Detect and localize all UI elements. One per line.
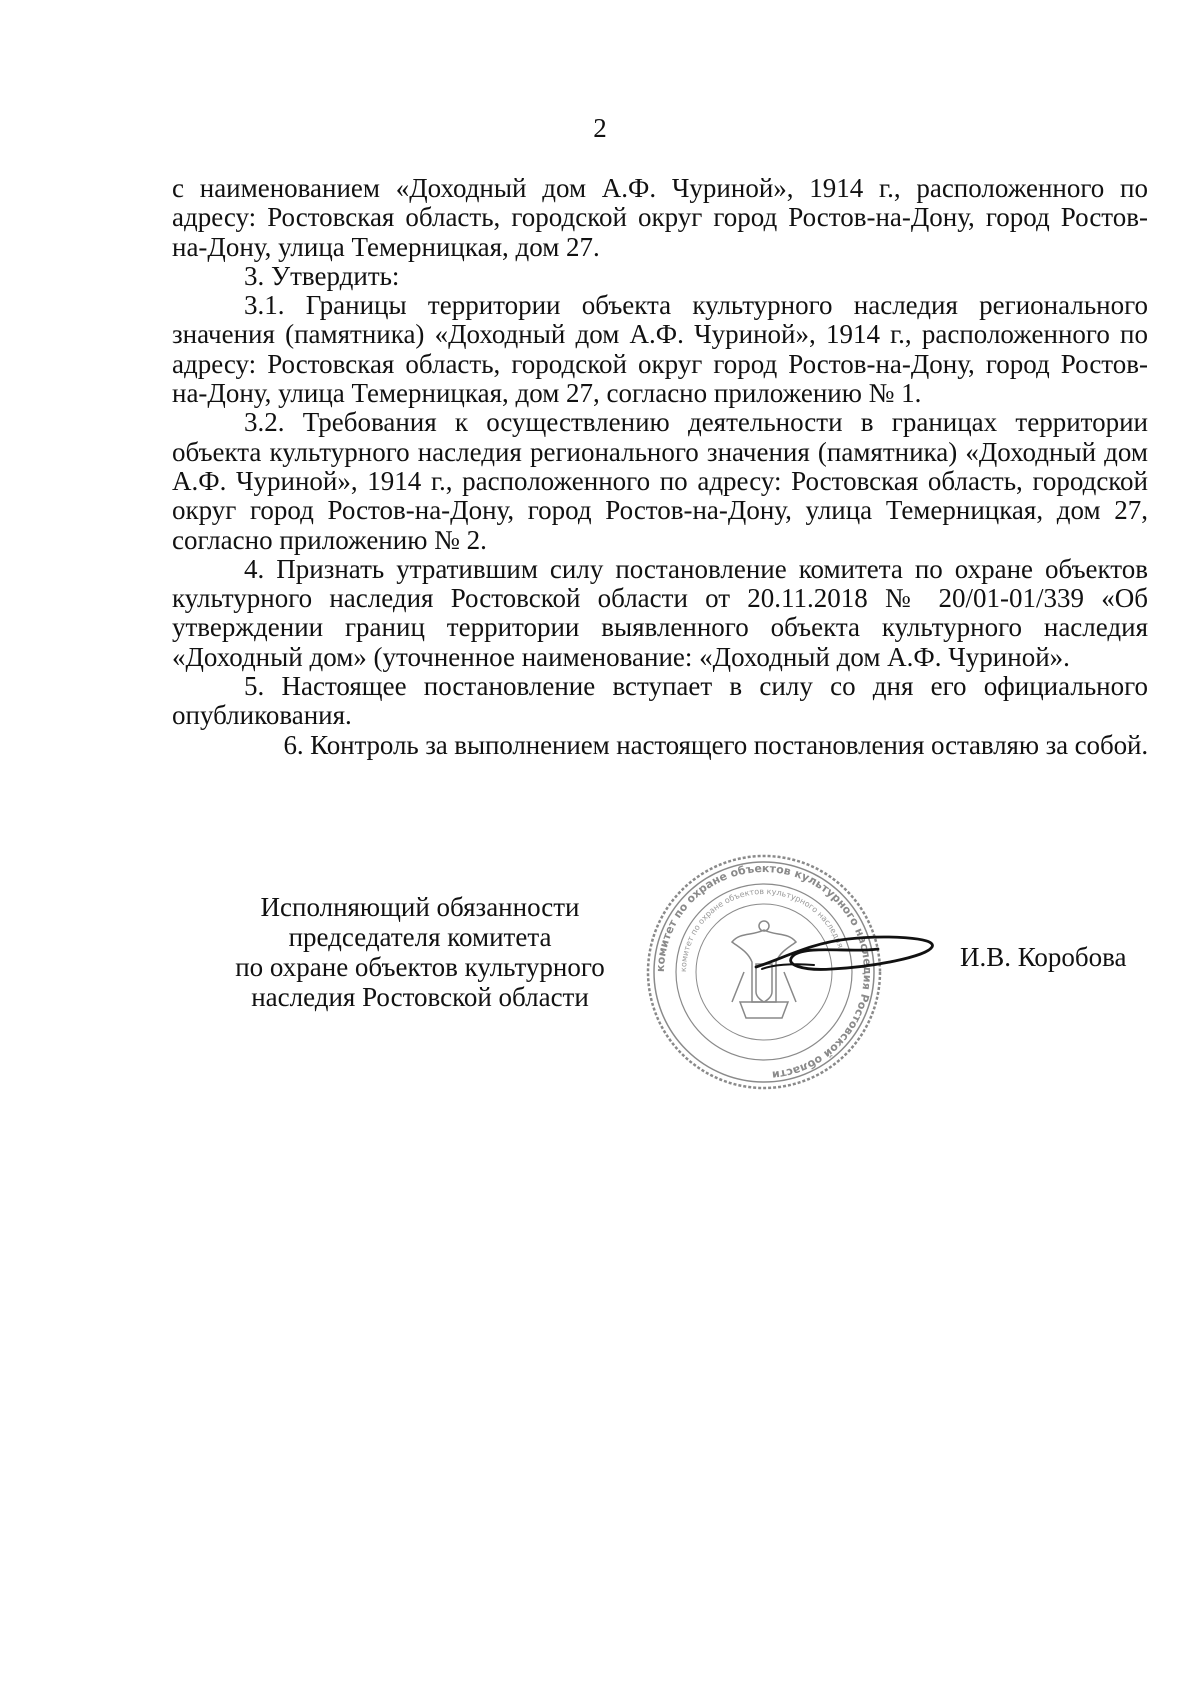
paragraph-item-3-2: 3.2. Требования к осуществлению деятельности в границах территории объекта культурного наследия регионального значения (памятника) «Доходный дом А.Ф. Чуриной», 1914 г., расположенного по адресу: Ростовская область, городской округ город Ростов-на-Дону, город Ростов-на-Дону, улица Темерницкая, дом 27, согласно приложению № 2. [172, 407, 1148, 555]
paragraph-item-6: 6. Контроль за выполнением настоящего постановления оставляю за собой. [283, 729, 1148, 760]
paragraph-item-3-1: 3.1. Границы территории объекта культурного наследия регионального значения (памятника) «Доходный дом А.Ф. Чуриной», 1914 г., расположенного по адресу: Ростовская область, городской округ город Ростов-на-Дону, город Ростов-на-Дону, улица Темерницкая, дом 27, согласно приложению № 1. [172, 290, 1148, 409]
handwritten-signature [752, 925, 942, 985]
signatory-position [200, 892, 640, 1012]
position-line: наследия Ростовской области [251, 982, 589, 1012]
position-line: председателя комитета [288, 922, 552, 952]
signer-name: И.В. Коробова [960, 942, 1127, 972]
seal-inner-text: комитет по охране объектов культурного наследия [678, 886, 846, 973]
paragraph-continuation: с наименованием «Доходный дом А.Ф. Чуриной», 1914 г., расположенного по адресу: Ростовская область, городской округ город Ростов-на-Дону, город Ростов-на-Дону, улица Темерницкая, дом 27. [172, 173, 1148, 262]
paragraph-item-4: 4. Признать утратившим силу постановление комитета по охране объектов культурного наследия Ростовской области от 20.11.2018 № 20/01-01/339 «Об утверждении границ территории выявленного объекта культурного наследия «Доходный дом» (уточненное наименование: «Доходный дом А.Ф. Чуриной». [172, 553, 1148, 672]
position-line: по охране объектов культурного [235, 952, 605, 982]
page-number: 2 [593, 113, 607, 143]
paragraph-item-5: 5. Настоящее постановление вступает в силу со дня его официального опубликования. [172, 671, 1148, 731]
seal-outer-text: комитет по охране объектов культурного наследия Ростовской области [653, 861, 875, 1082]
body-text [172, 174, 1148, 760]
paragraph-item-3: 3. Утвердить: [244, 260, 400, 291]
position-line: Исполняющий обязанности [260, 892, 580, 922]
